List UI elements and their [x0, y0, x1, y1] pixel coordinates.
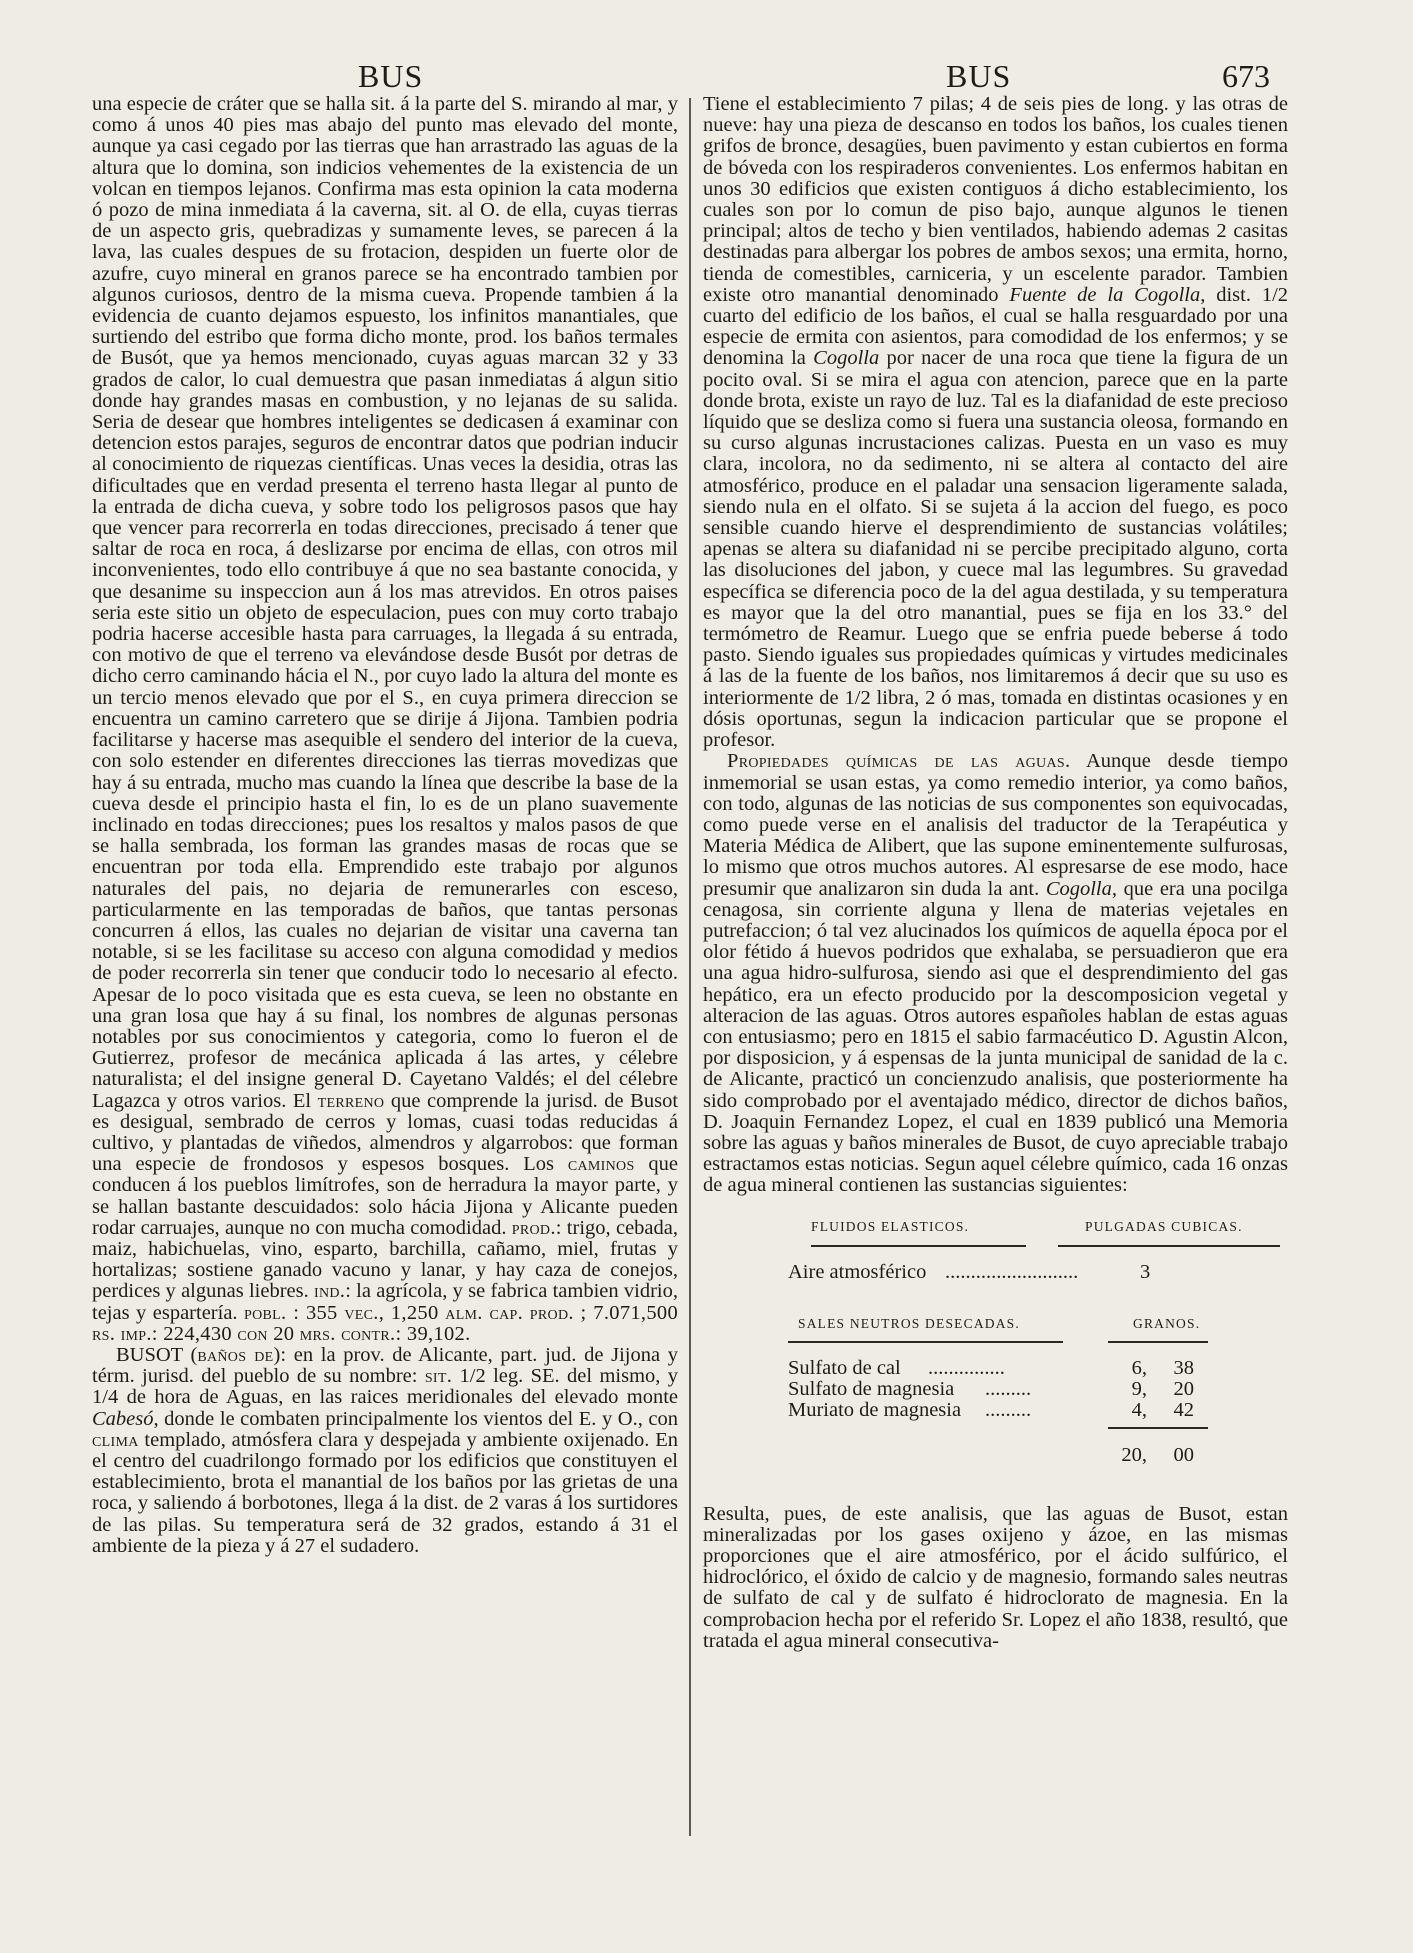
- name-fuente-cogolla: Fuente de la Cogolla: [1009, 283, 1201, 306]
- table-cell-name: Sulfato de cal: [788, 1356, 901, 1379]
- text-run: Resulta, pues, de este analisis, que las aguas de Busot, estan mineralizadas por los gases oxijeno y ázoe, en las mismas proporciones que el aire atmosférico, por el ácido sulfúrico, el hidroclórico, el óxido de calcio y de magnesio, formando sales neutras de sulfato de cal y de sulfato é hidroclorato de magnesia. En la comprobacion hecha por el referido Sr. Lopez el año 1838, resultó, que tratada el agua mineral consecutiva-: [703, 1502, 1288, 1652]
- table-header-pulgadas: PULGADAS CUBICAS.: [1085, 1218, 1243, 1234]
- table-cell-name: Aire atmosférico: [788, 1260, 927, 1283]
- table-total: [1113, 1444, 1413, 1466]
- text-run: , dist. 1/2 cuarto del edificio de los baños, el cual se halla resguardado por una especie de ermita con asientos, para comodidad de los enfermos; y se denomina la: [703, 283, 1289, 370]
- table-total-value: 20,: [1121, 1443, 1147, 1466]
- text-run: que conducen á los pueblos limítrofes, son de herradura la mayor parte, y se hallan bastante descuidados: solo hácia Jijona y Alicante pueden rodar carruajes, aunque no con mucha comodidad.: [92, 1153, 679, 1239]
- paragraph-resulta: [703, 1504, 1288, 1652]
- text-run: : la agrícola, y se fabrica tambien vidrio, tejas y espartería.: [92, 1280, 679, 1324]
- dot-leader: .........: [985, 1398, 1032, 1421]
- text-run: , que era una pocilga cenagosa, sin corriente alguna y llena de materias vejetales en putrefaccion; ó tal vez alucinados los químicos de aquella época por el olor fétido á huevos podridos que exhalaba, se persuadieron que era una agua hidro-sulfurosa, siendo asi que el desprendimiento del gas hepático, era un efecto producido por la descomposicion vegetal y alteracion de las aguas. Otros autores españoles hablan de estas aguas con entusiasmo; pero en 1815 el sabio farmacéutico D. Agustin Alcon, por disposicion, y á espensas de la junta municipal de sanidad de la c. de Alicante, practicó un concienzudo analisis, que posteriormente ha sido comprobado por el aventajado médico, director de dichos baños, D. Joaquin Fernandez Lopez, el cual en 1839 publicó una Memoria sobre las aguas y baños minerales de Busot, de cuyo apreciable trabajo estractamos estas noticias. Segun aquel célebre químico, cada 16 onzas de agua mineral contienen las sustancias siguientes:: [703, 877, 1288, 1197]
- name-cogolla: Cogolla: [813, 347, 880, 370]
- table-rule: [811, 1245, 1026, 1247]
- entry-head: BUSOT (: [116, 1343, 198, 1366]
- right-column: [703, 94, 1288, 1652]
- table-cell-value: 3: [1140, 1260, 1151, 1283]
- text-run: que comprende la jurisd. de Busot es desigual, sembrado de cerros y lomas, cuasi todas reducidas á cultivo, y plantadas de viñedos, almendros y algarrobos: que forman una especie de frondosos y espesos bosques. Los: [92, 1089, 679, 1176]
- paragraph-cueva-continuation: [92, 94, 678, 1345]
- label-prod: prod.: [511, 1216, 556, 1239]
- text-run: Aunque desde tiempo inmemorial se usan estas, ya como remedio interior, ya como baños, con todo, algunas de las noticias de sus componentes son equivocadas, como puede verse en el analisis del traductor de la Terapéutica y Materia Médica de Alibert, que las supone eminentemente sulfurosas, lo mismo que otros muchos autores. Al espresarse de ese modo, hace presumir que analizaron sin duda la ant.: [703, 750, 1288, 900]
- section-heading: Propiedades químicas de las aguas.: [727, 750, 1071, 773]
- analysis-table: [703, 1219, 1288, 1494]
- table-rule: [1058, 1245, 1280, 1247]
- table-header-sales: SALES NEUTROS DESECADAS.: [798, 1315, 1020, 1331]
- entry-busot-banos: [92, 1345, 678, 1557]
- text-run: , donde le combaten principalmente los vientos del E. y O., con: [153, 1407, 678, 1430]
- text-run: Tiene el establecimiento 7 pilas; 4 de seis pies de long. y las otras de nueve: hay una pieza de descanso en todos los baños, los cuales tienen grifos de bronce, desagües, buen pavimento y estan cubiertos en forma de bóveda con los respiraderos convenientes. Los enfermos habitan en unos 30 edificios que existen contiguos á dicho establecimiento, los cuales son por lo comun de piso bajo, aunque algunos le tienen principal; altos de techo y bien ventilados, habiendo ademas 2 casitas destinadas para albergar los pobres de ambos sexos; una ermita, horno, tienda de comestibles, carniceria, y un escelente parador. Tambien existe otro manantial denominado: [703, 93, 1288, 306]
- table-row: [788, 1378, 1288, 1400]
- table-cell-value: 38: [1173, 1356, 1194, 1379]
- statistics-line: pobl. : 355 vec., 1,250 alm. cap. prod. ; 7.071,500 rs. imp.: 224,430 con 20 mrs. contr.: 39,102.: [92, 1301, 679, 1345]
- page-number: 673: [1222, 58, 1270, 94]
- table-cell-value: 20: [1173, 1377, 1194, 1400]
- table-cell-value: 42: [1173, 1398, 1194, 1421]
- table-row-aire: [788, 1261, 1288, 1283]
- table-header-fluidos: FLUIDOS ELASTICOS.: [811, 1218, 970, 1234]
- table-cell-value: 6,: [1131, 1356, 1147, 1379]
- table-cell-value: 9,: [1131, 1377, 1147, 1400]
- header-right-word: BUS: [946, 58, 1012, 94]
- label-clima: clima: [92, 1428, 139, 1451]
- table-rule: [1108, 1341, 1208, 1343]
- table-cell-name: Muriato de magnesia: [788, 1398, 962, 1421]
- name-cabeso: Cabesó: [92, 1407, 154, 1430]
- table-cell-value: 4,: [1131, 1398, 1147, 1421]
- dot-leader: ...............: [928, 1356, 1005, 1379]
- text-run: ): en la prov. de Alicante, part. jud. de Jijona y térm. jurisd. del pueblo de su nombre:: [92, 1343, 678, 1388]
- name-cogolla: Cogolla: [1045, 877, 1112, 900]
- left-column: [92, 94, 678, 1557]
- header-left-word: BUS: [358, 58, 424, 94]
- paragraph-propiedades: [703, 751, 1288, 1196]
- entry-head-banos: baños de: [197, 1343, 274, 1366]
- running-header: [92, 58, 1278, 98]
- table-total-value: 00: [1173, 1443, 1194, 1466]
- label-ind: ind.: [313, 1280, 346, 1303]
- text-run: 1/2 leg. SE. del mismo, y 1/4 de hora de Aguas, en las raices meridionales del elevado monte: [92, 1365, 679, 1409]
- table-row: [788, 1357, 1288, 1379]
- label-sit: sit.: [424, 1365, 453, 1388]
- text-run: por nacer de una roca que tiene la figura de un pocito oval. Si se mira el agua con atencion, parece que en la parte donde brota, existe un rayo de luz. Tal es la diafanidad de este precioso líquido que se desliza como si fuera una sustancia oleosa, formando en su curso algunas incrustaciones calizas. Puesta en un vaso es muy clara, incolora, no da sedimento, ni se altera al contacto del aire atmosférico, produce en el paladar una sensacion ligeramente salada, siendo nula en el olfato. Si se sujeta á la accion del fuego, es poco sensible cuando hierve el desprendimiento de sustancias volátiles; apenas se altera su diafanidad ni se percibe precipitado alguno, corta las disoluciones del jabon, y cuece mal las legumbres. Su gravedad específica se diferencia poco de la del agua destilada, y su temperatura es mayor que la del otro manantial, pues se fija en los 33.° del termómetro de Reamur. Luego que se enfria puede beberse á todo pasto. Siendo iguales sus propiedades químicas y virtudes medicinales á las de la fuente de los baños, nos limitaremos á decir que su uso es interiormente de 1/2 libra, 2 ó mas, tomada en distintas ocasiones y en dósis oportunas, segun la indicacion particular que se propone el profesor.: [703, 347, 1289, 752]
- table-sum-rule: [1108, 1427, 1208, 1429]
- text-run: templado, atmósfera clara y despejada y ambiente oxijenado. En el centro del cuadrilongo formado por los edificios que constituyen el establecimiento, brota el manantial de los baños por las grietas de una roca, y saliendo á borbotones, llega á la dist. de 2 varas á los surtidores de las pilas. Su temperatura será de 32 grados, estando á 31 el ambiente de la pieza y á 27 el sudadero.: [92, 1428, 678, 1557]
- text-run: una especie de cráter que se halla sit. á la parte del S. mirando al mar, y como á unos 40 pies mas abajo del punto mas elevado del monte, aunque ya casi cegado por las tierras que han arrastrado las aguas de la altura que lo domina, son indicios vehementes de la existencia de un volcan en tiempos lejanos. Confirma mas esta opinion la cata moderna ó pozo de mina inmediata á la caverna, sit. al O. de ella, cuyas tierras de un aspecto gris, quebradizas y sumamente leves, se parecen á la lava, las cuales despues de su frotacion, despiden un fuerte olor de azufre, cuyo mineral en granos parece se ha encontrado tambien por algunos curiosos, dentro de la misma cueva. Propende tambien á la evidencia de cuanto dejamos espuesto, los infinitos manantiales, que surtiendo del estribo que forma dicho monte, prod. los baños termales de Busót, que ya hemos mencionado, cuyas aguas marcan 32 y 33 grados de calor, lo cual demuestra que pasan inmediatas á algun sitio donde hay grandes masas en combustion, y no lejanas de su salida. Seria de desear que hombres inteligentes se dedicasen á examinar con detencion estos parajes, seguros de encontrar datos que podrian inducir al conocimiento de riquezas científicas. Unas veces la desidia, otras las dificultades que en verdad presenta el terreno hasta llegar al punto de la entrada de dicha cueva, y sobre todo los peligrosos pasos que hay que vencer para recorrerla en todas direcciones, precisado á tener que saltar de roca en roca, á deslizarse por encima de ellas, con otros mil inconvenientes, todo ello contribuye á que no sea bastante conocida, y que desanime su inspeccion aun á los mas atrevidos. En otros paises seria este sitio un objeto de especulacion, pues con muy corto trabajo podria hacerse accesible hasta para carruages, la llegada á su entrada, con motivo de que el terreno va elevándose desde Busót por detras de dicho cerro caminando hácia el N., por cuyo lado la altura del monte es un tercio menos elevado que por el S., en cuya primera direccion se encuentra un camino carretero que se dirije á Jijona. Tambien podria facilitarse y hacerse mas asequible el sendero del interior de la cueva, con solo estender en diferentes direcciones las tierras movedizas que hay á su entrada, mucho mas cuando la línea que describe la base de la cueva desde el principio hasta el fin, lo es de un plano suavemente inclinado en todas direcciones; pues los resaltos y malos pasos de que se halla sembrada, los forman las grandes masas de rocas que se encuentran por toda ella. Emprendido este trabajo por algunos naturales del pais, no dejaria de remunerarles con esceso, particularmente en las temporadas de baños, que tantas personas concurren á ellos, las cuales no dejarian de visitar una caverna tan notable, si se les facilitase su acceso con alguna comodidad y medios de poder recorrerla sin tener que conducir todo lo necesario al efecto. Apesar de lo poco visitada que es esta cueva, se leen no obstante en una gran losa que hay á su final, los nombres de algunas personas notables por sus conocimientos y categoria, como lo fueron el de Gutierrez, profesor de mecánica aplicada á las artes, y célebre naturalista; el del insigne general D. Cayetano Valdés; el del célebre Lagazca y otros varios. El: [92, 93, 678, 1112]
- dot-leader: .........: [985, 1377, 1032, 1400]
- column-divider: [689, 98, 691, 1836]
- table-cell-name: Sulfato de magnesia: [788, 1377, 955, 1400]
- dot-leader: ..........................: [945, 1260, 1079, 1283]
- text-run: : trigo, cebada, maiz, habichuelas, vino, esparto, barchilla, cañamo, miel, frutas y hortalizas; sostiene ganado vacuno y lanar, y hay caza de conejos, perdices y algunas liebres.: [92, 1216, 678, 1303]
- label-terreno: terreno: [317, 1089, 385, 1112]
- paragraph-establecimiento: [703, 94, 1288, 751]
- table-row: [788, 1399, 1288, 1421]
- label-caminos: caminos: [567, 1153, 635, 1176]
- table-header-granos: GRANOS.: [1133, 1315, 1201, 1331]
- table-rule: [788, 1341, 1063, 1343]
